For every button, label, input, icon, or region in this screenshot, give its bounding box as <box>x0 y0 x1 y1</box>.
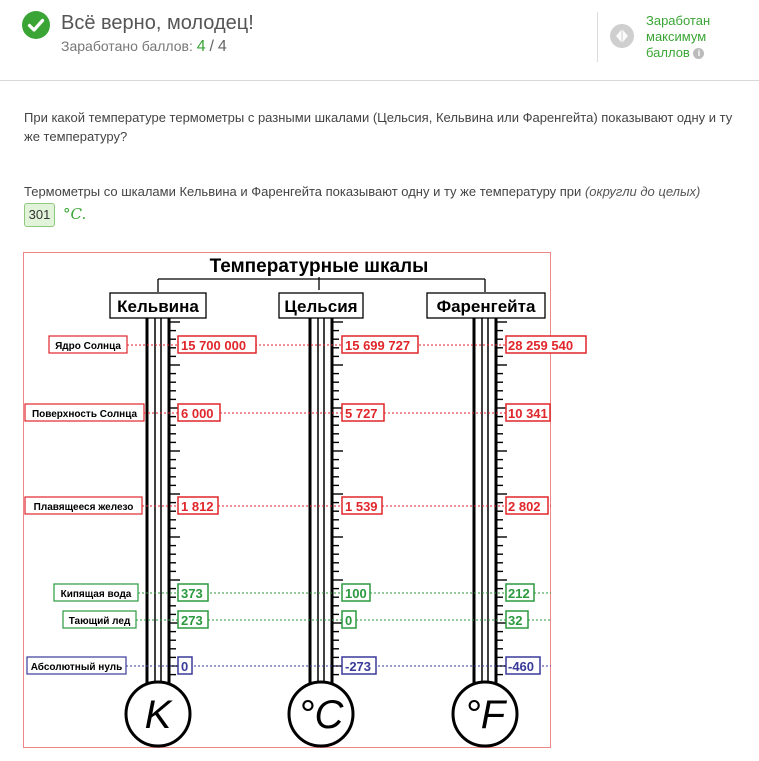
celsius-value-3: 100 <box>345 586 367 601</box>
celsius-value-5: -273 <box>345 659 372 674</box>
bulb-label-1: °C <box>298 693 344 737</box>
kelvin-value-4: 273 <box>181 613 203 628</box>
fahrenheit-value-5: -460 <box>508 659 535 674</box>
level-label-2: Плавящееся железо <box>33 502 134 513</box>
scale-name-1: Цельсия <box>284 297 358 316</box>
answer-line <box>24 182 744 201</box>
answer-unit: °C. <box>63 205 87 223</box>
celsius-value-2: 1 539 <box>345 499 378 514</box>
max-points-label <box>646 13 746 61</box>
fahrenheit-value-3: 212 <box>508 586 530 601</box>
answer-input[interactable]: 301 <box>24 203 55 227</box>
level-label-1: Поверхность Солнца <box>31 409 138 420</box>
check-icon <box>22 11 50 39</box>
score-earned: 4 <box>196 38 206 55</box>
bulb-label-2: °F <box>464 693 506 737</box>
result-title: Всё верно, молодец! <box>61 12 254 34</box>
answer-prefix: Термометры со шкалами Кельвина и Фаренгейта показывают одну и ту же температуру при <box>24 184 582 199</box>
result-header <box>0 0 759 81</box>
header-divider <box>597 12 598 62</box>
fahrenheit-value-1: 10 341 <box>508 406 548 421</box>
level-label-4: Тающий лед <box>68 616 131 627</box>
diagram-title: Температурные шкалы <box>209 256 429 277</box>
max-points-text: Заработан максимум баллов <box>646 13 711 60</box>
score-max: 4 <box>217 38 227 55</box>
celsius-value-0: 15 699 727 <box>345 338 411 353</box>
temperature-scales-svg <box>23 252 590 752</box>
kelvin-value-2: 1 812 <box>181 499 214 514</box>
score-label: Заработано баллов: <box>61 38 193 54</box>
bulb-label-0: K <box>144 693 172 737</box>
kelvin-value-1: 6 000 <box>181 406 214 421</box>
answer-hint: (округли до целых) <box>584 184 701 199</box>
fahrenheit-value-0: 28 259 540 <box>508 338 574 353</box>
question-text: При какой температуре термометры с разными шкалами (Цельсия, Кельвина или Фаренгейта) показывают одну и ту же температуру? <box>24 110 733 144</box>
celsius-value-4: 0 <box>345 613 353 628</box>
temperature-scales-diagram <box>23 252 590 752</box>
kelvin-value-5: 0 <box>181 659 189 674</box>
celsius-value-1: 5 727 <box>345 406 378 421</box>
level-label-3: Кипящая вода <box>60 589 132 600</box>
fahrenheit-value-4: 32 <box>508 613 523 628</box>
fahrenheit-value-2: 2 802 <box>508 499 541 514</box>
level-label-5: Абсолютный нуль <box>30 662 123 673</box>
kelvin-value-3: 373 <box>181 586 203 601</box>
max-points-badge-icon <box>610 24 634 48</box>
scale-name-0: Кельвина <box>117 297 199 316</box>
score-line <box>61 38 227 56</box>
score-separator: / <box>209 38 214 55</box>
level-label-0: Ядро Солнца <box>55 341 121 352</box>
kelvin-value-0: 15 700 000 <box>181 338 247 353</box>
scale-name-2: Фаренгейта <box>436 297 536 316</box>
info-icon[interactable]: i <box>693 48 704 59</box>
